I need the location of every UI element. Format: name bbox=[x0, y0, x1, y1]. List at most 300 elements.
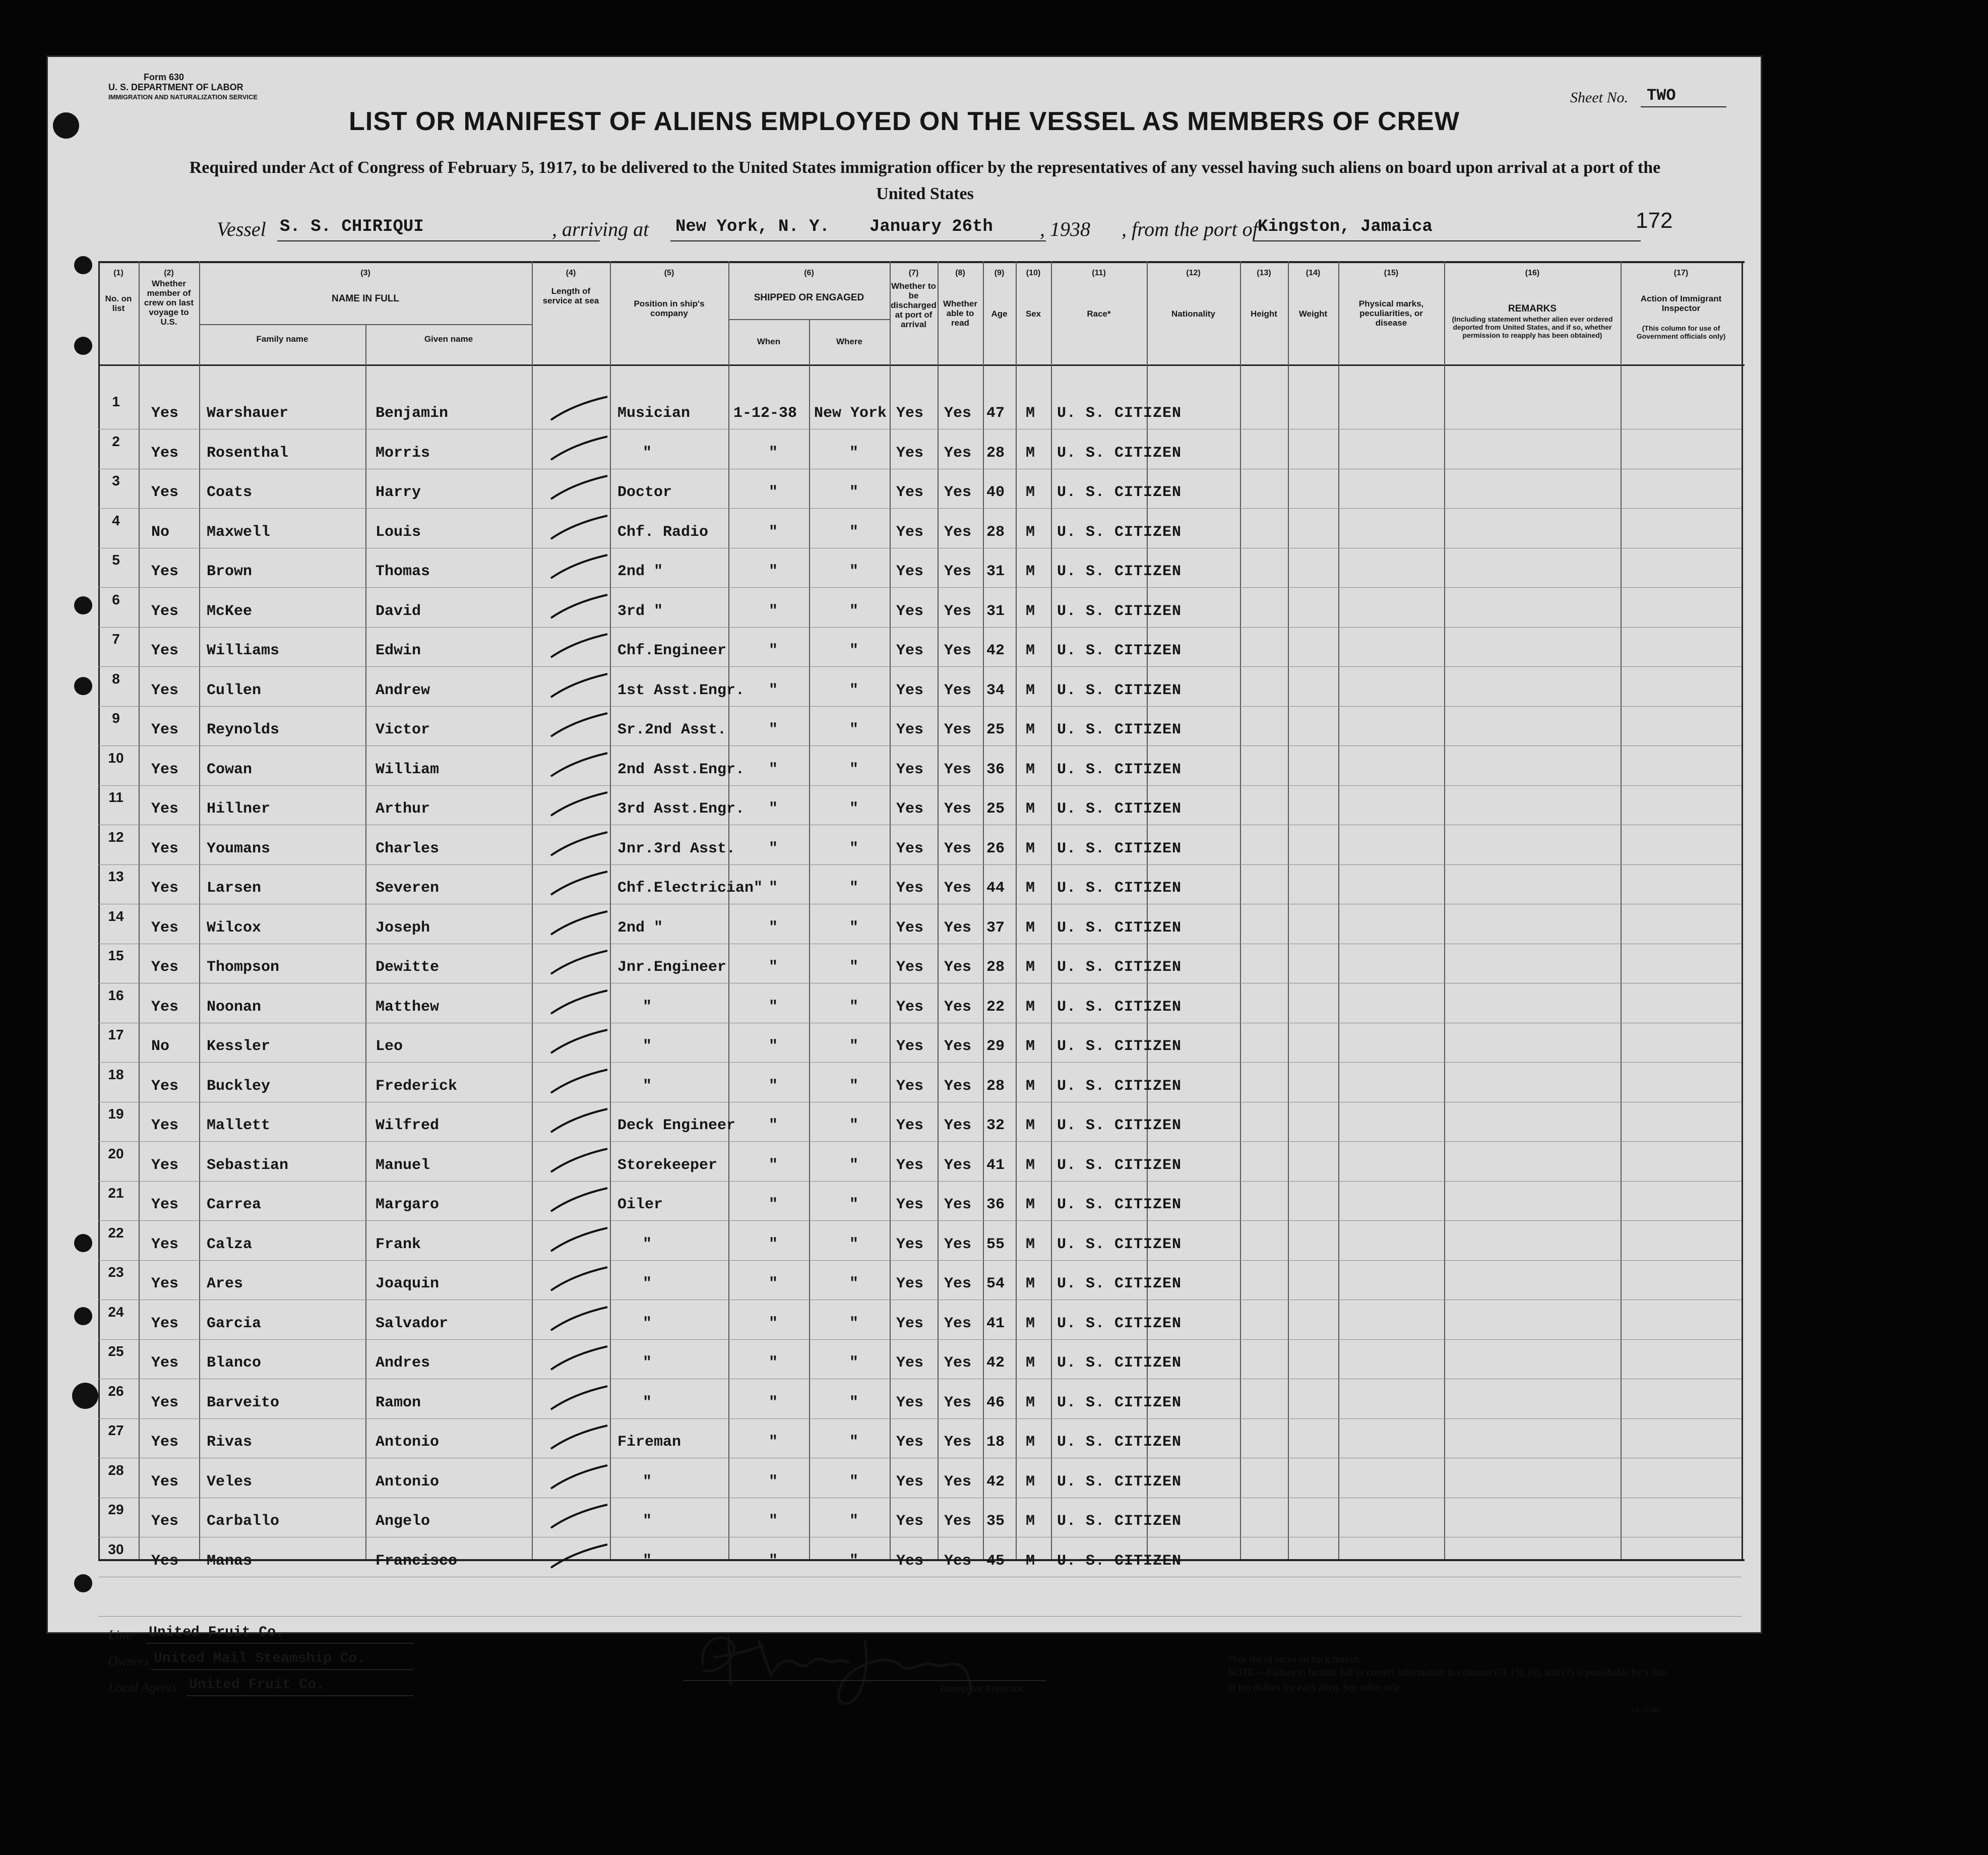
crew-read: Yes bbox=[944, 1078, 972, 1095]
crew-read: Yes bbox=[944, 1236, 972, 1253]
crew-sex: M bbox=[1026, 1473, 1035, 1491]
crew-disch: Yes bbox=[896, 1157, 924, 1174]
crew-no: 12 bbox=[108, 829, 124, 845]
crew-given: Harry bbox=[376, 484, 421, 501]
crew-no: 19 bbox=[108, 1106, 124, 1122]
crew-position: Fireman bbox=[617, 1434, 681, 1451]
owners-value: United Mail Steamship Co. bbox=[154, 1651, 366, 1666]
service-slash-mark bbox=[547, 552, 612, 582]
service-slash-mark bbox=[547, 750, 612, 780]
crew-race: U. S. CITIZEN bbox=[1057, 1117, 1182, 1134]
col10-header: Sex bbox=[1025, 309, 1041, 319]
crew-when: " bbox=[769, 800, 778, 818]
crew-age: 25 bbox=[986, 800, 1005, 818]
crew-given: Leo bbox=[376, 1038, 403, 1055]
crew-disch: Yes bbox=[896, 880, 924, 897]
crew-read: Yes bbox=[944, 603, 972, 620]
crew-sex: M bbox=[1026, 761, 1035, 778]
crew-no: 30 bbox=[108, 1541, 124, 1557]
service-slash-mark bbox=[547, 1541, 612, 1572]
column-rule bbox=[199, 261, 200, 1559]
crew-family: Wilcox bbox=[207, 919, 262, 937]
crew-race: U. S. CITIZEN bbox=[1057, 1275, 1182, 1292]
failure-note: NOTE.—Failure to furnish full or correct information in columns (3), (5), (6), and (7) is punishable by a fine of ten dollars for each alien. See other side. bbox=[1227, 1667, 1667, 1693]
crew-race: U. S. CITIZEN bbox=[1057, 1434, 1182, 1451]
crew-read: Yes bbox=[944, 800, 972, 818]
crew-age: 28 bbox=[986, 1078, 1005, 1095]
crew-read: Yes bbox=[944, 1513, 972, 1530]
crew-age: 41 bbox=[986, 1315, 1005, 1332]
crew-sex: M bbox=[1026, 563, 1035, 580]
service-slash-mark bbox=[547, 869, 612, 899]
crew-given: Ramon bbox=[376, 1394, 421, 1411]
service-slash-mark bbox=[547, 1502, 612, 1532]
crew-disch: Yes bbox=[896, 484, 924, 501]
col7-header: Whether to be discharged at port of arrival bbox=[891, 281, 937, 329]
crew-given: Andrew bbox=[376, 682, 430, 699]
crew-sex: M bbox=[1026, 999, 1035, 1016]
crew-when: " bbox=[769, 484, 778, 501]
service-slash-mark bbox=[547, 1264, 612, 1294]
col3-given-header: Given name bbox=[424, 334, 473, 344]
crew-no: 20 bbox=[108, 1146, 124, 1161]
crew-position: " bbox=[643, 999, 652, 1016]
crew-when: " bbox=[769, 1157, 778, 1174]
arrival-date: January 26th bbox=[869, 217, 993, 236]
crew-family: Brown bbox=[207, 563, 253, 580]
crew-crew: Yes bbox=[151, 1315, 179, 1332]
crew-age: 36 bbox=[986, 1196, 1005, 1213]
crew-where: " bbox=[849, 524, 859, 541]
col15-num: (15) bbox=[1384, 269, 1399, 277]
crew-position: 2nd " bbox=[617, 563, 663, 580]
service-slash-mark bbox=[547, 631, 612, 661]
crew-no: 15 bbox=[108, 948, 124, 963]
crew-sex: M bbox=[1026, 800, 1035, 818]
crew-age: 42 bbox=[986, 1473, 1005, 1491]
col3-family-header: Family name bbox=[256, 334, 308, 344]
crew-family: Cowan bbox=[207, 761, 253, 778]
crew-read: Yes bbox=[944, 840, 972, 857]
crew-where: " bbox=[849, 1236, 859, 1253]
crew-race: U. S. CITIZEN bbox=[1057, 800, 1182, 818]
crew-given: Antonio bbox=[376, 1473, 440, 1491]
crew-given: Morris bbox=[376, 445, 430, 462]
crew-given: Thomas bbox=[376, 563, 430, 580]
col8-num: (8) bbox=[955, 269, 965, 277]
vessel-label: Vessel bbox=[217, 218, 266, 240]
crew-no: 17 bbox=[108, 1027, 124, 1042]
crew-crew: Yes bbox=[151, 959, 179, 976]
crew-given: Matthew bbox=[376, 999, 440, 1016]
crew-position: 1st Asst.Engr. bbox=[617, 682, 745, 699]
crew-given: Louis bbox=[376, 524, 421, 541]
crew-position: Oiler bbox=[617, 1196, 663, 1213]
row-rule bbox=[98, 1260, 1742, 1261]
crew-race: U. S. CITIZEN bbox=[1057, 445, 1182, 462]
col3-num: (3) bbox=[360, 269, 370, 277]
crew-where: " bbox=[849, 1394, 859, 1411]
crew-disch: Yes bbox=[896, 1315, 924, 1332]
crew-given: Frank bbox=[376, 1236, 421, 1253]
crew-position: Chf.Engineer bbox=[617, 642, 727, 659]
crew-given: Dewitte bbox=[376, 959, 440, 976]
crew-family: Thompson bbox=[207, 959, 280, 976]
service-slash-mark bbox=[547, 1423, 612, 1453]
row-rule bbox=[98, 785, 1742, 786]
crew-family: Noonan bbox=[207, 999, 262, 1016]
crew-disch: Yes bbox=[896, 1275, 924, 1292]
crew-disch: Yes bbox=[896, 405, 924, 422]
service-slash-mark bbox=[547, 394, 612, 424]
service-slash-mark bbox=[547, 1343, 612, 1374]
col8-header: Whether able to read bbox=[943, 299, 977, 328]
crew-family: Williams bbox=[207, 642, 280, 659]
row-rule bbox=[98, 1181, 1742, 1182]
crew-race: U. S. CITIZEN bbox=[1057, 642, 1182, 659]
crew-given: Margaro bbox=[376, 1196, 440, 1213]
crew-disch: Yes bbox=[896, 1196, 924, 1213]
crew-age: 42 bbox=[986, 1354, 1005, 1372]
row-rule bbox=[98, 666, 1742, 667]
crew-race: U. S. CITIZEN bbox=[1057, 1157, 1182, 1174]
crew-no: 13 bbox=[108, 869, 124, 884]
crew-position: Jnr.3rd Asst. bbox=[617, 840, 736, 857]
owners-label: Owners bbox=[108, 1654, 149, 1668]
crew-given: Victor bbox=[376, 721, 430, 738]
col2-num: (2) bbox=[164, 269, 174, 277]
crew-family: Carballo bbox=[207, 1513, 280, 1530]
crew-crew: Yes bbox=[151, 642, 179, 659]
crew-race: U. S. CITIZEN bbox=[1057, 880, 1182, 897]
crew-where: " bbox=[849, 800, 859, 818]
row-rule bbox=[98, 1141, 1742, 1142]
col2-header: Whether member of crew on last voyage to U.S. bbox=[144, 279, 194, 327]
crew-no: 27 bbox=[108, 1423, 124, 1438]
col13-num: (13) bbox=[1257, 269, 1271, 277]
crew-sex: M bbox=[1026, 1434, 1035, 1451]
crew-when: " bbox=[769, 524, 778, 541]
crew-crew: Yes bbox=[151, 840, 179, 857]
crew-sex: M bbox=[1026, 1315, 1035, 1332]
crew-position: 3rd Asst.Engr. bbox=[617, 800, 745, 818]
from-port-label: , from the port of bbox=[1122, 218, 1258, 240]
row-rule bbox=[98, 627, 1742, 628]
crew-position: " bbox=[643, 1473, 652, 1491]
row-rule bbox=[98, 587, 1742, 588]
races-note: *See list of races on back hereof. bbox=[1227, 1654, 1361, 1665]
column-rule bbox=[98, 261, 100, 1559]
crew-crew: Yes bbox=[151, 1473, 179, 1491]
crew-family: Youmans bbox=[207, 840, 271, 857]
crew-where: " bbox=[849, 1038, 859, 1055]
crew-sex: M bbox=[1026, 1038, 1035, 1055]
crew-when: " bbox=[769, 919, 778, 937]
crew-sex: M bbox=[1026, 524, 1035, 541]
service-slash-mark bbox=[547, 1383, 612, 1413]
row-rule bbox=[98, 508, 1742, 509]
crew-race: U. S. CITIZEN bbox=[1057, 1513, 1182, 1530]
crew-race: U. S. CITIZEN bbox=[1057, 999, 1182, 1016]
crew-sex: M bbox=[1026, 484, 1035, 501]
crew-family: Mallett bbox=[207, 1117, 271, 1134]
crew-when: " bbox=[769, 1315, 778, 1332]
crew-disch: Yes bbox=[896, 1236, 924, 1253]
crew-race: U. S. CITIZEN bbox=[1057, 1315, 1182, 1332]
crew-when: " bbox=[769, 682, 778, 699]
manifest-subtitle: Required under Act of Congress of February 5, 1917, to be delivered to the United States immigration officer by the representatives of any vessel having such aliens on board upon arrival at a port of the United States bbox=[189, 158, 1661, 203]
service-slash-mark bbox=[547, 1106, 612, 1136]
crew-family: Larsen bbox=[207, 880, 262, 897]
crew-race: U. S. CITIZEN bbox=[1057, 682, 1182, 699]
arrival-year: , 1938 bbox=[1040, 218, 1090, 240]
crew-family: Barveito bbox=[207, 1394, 280, 1411]
crew-when: " bbox=[769, 761, 778, 778]
column-rule bbox=[365, 324, 366, 1559]
col7-num: (7) bbox=[908, 269, 919, 277]
col9-num: (9) bbox=[994, 269, 1005, 277]
service-slash-mark bbox=[547, 1067, 612, 1097]
crew-where: " bbox=[849, 484, 859, 501]
crew-when: " bbox=[769, 999, 778, 1016]
crew-family: Garcia bbox=[207, 1315, 262, 1332]
column-rule bbox=[1621, 261, 1622, 1559]
crew-family: Sebastian bbox=[207, 1157, 289, 1174]
col4-num: (4) bbox=[566, 269, 576, 277]
crew-race: U. S. CITIZEN bbox=[1057, 959, 1182, 976]
crew-where: " bbox=[849, 1196, 859, 1213]
crew-crew: Yes bbox=[151, 1236, 179, 1253]
crew-where: " bbox=[849, 1434, 859, 1451]
crew-age: 41 bbox=[986, 1157, 1005, 1174]
crew-read: Yes bbox=[944, 682, 972, 699]
crew-position: " bbox=[643, 1315, 652, 1332]
column-rule bbox=[1051, 261, 1052, 1559]
row-rule bbox=[98, 1220, 1742, 1221]
column-rule bbox=[1288, 261, 1289, 1559]
crew-crew: Yes bbox=[151, 761, 179, 778]
crew-crew: No bbox=[151, 524, 170, 541]
crew-where: " bbox=[849, 1354, 859, 1372]
line-label: Line bbox=[108, 1628, 132, 1642]
crew-crew: Yes bbox=[151, 999, 179, 1016]
crew-no: 10 bbox=[108, 750, 124, 766]
crew-position: Chf.Electrician" bbox=[617, 880, 763, 897]
crew-crew: Yes bbox=[151, 800, 179, 818]
crew-race: U. S. CITIZEN bbox=[1057, 1473, 1182, 1491]
crew-disch: Yes bbox=[896, 682, 924, 699]
crew-family: Rivas bbox=[207, 1434, 253, 1451]
col1-num: (1) bbox=[113, 269, 123, 277]
crew-given: Joseph bbox=[376, 919, 430, 937]
inspector-signature bbox=[683, 1610, 1016, 1710]
crew-age: 44 bbox=[986, 880, 1005, 897]
crew-read: Yes bbox=[944, 1315, 972, 1332]
service-slash-mark bbox=[547, 473, 612, 503]
crew-family: Coats bbox=[207, 484, 253, 501]
column-rule bbox=[728, 261, 729, 1559]
col1-header: No. on list bbox=[105, 294, 132, 313]
arriving-port: New York, N. Y. bbox=[675, 217, 830, 236]
crew-where: " bbox=[849, 1157, 859, 1174]
crew-no: 6 bbox=[112, 592, 120, 607]
crew-age: 35 bbox=[986, 1513, 1005, 1530]
crew-position: Storekeeper bbox=[617, 1157, 718, 1174]
crew-disch: Yes bbox=[896, 445, 924, 462]
manifest-title: LIST OR MANIFEST OF ALIENS EMPLOYED ON THE VESSEL AS MEMBERS OF CREW bbox=[349, 107, 1460, 136]
crew-when: " bbox=[769, 1354, 778, 1372]
crew-position: " bbox=[643, 1078, 652, 1095]
crew-sex: M bbox=[1026, 1117, 1035, 1134]
crew-where: " bbox=[849, 721, 859, 738]
crew-where: " bbox=[849, 1553, 859, 1570]
crew-crew: Yes bbox=[151, 1513, 179, 1530]
crew-race: U. S. CITIZEN bbox=[1057, 524, 1182, 541]
crew-sex: M bbox=[1026, 682, 1035, 699]
crew-sex: M bbox=[1026, 1513, 1035, 1530]
crew-no: 9 bbox=[112, 710, 120, 726]
crew-read: Yes bbox=[944, 1038, 972, 1055]
crew-crew: Yes bbox=[151, 1275, 179, 1292]
crew-age: 34 bbox=[986, 682, 1005, 699]
crew-no: 29 bbox=[108, 1502, 124, 1517]
col14-header: Weight bbox=[1298, 309, 1328, 319]
service-slash-mark bbox=[547, 671, 612, 701]
service-slash-mark bbox=[547, 710, 612, 740]
crew-given: Frederick bbox=[376, 1078, 458, 1095]
crew-race: U. S. CITIZEN bbox=[1057, 484, 1182, 501]
crew-race: U. S. CITIZEN bbox=[1057, 603, 1182, 620]
crew-when: " bbox=[769, 1038, 778, 1055]
crew-race: U. S. CITIZEN bbox=[1057, 1038, 1182, 1055]
column-rule bbox=[1444, 261, 1445, 1559]
crew-crew: Yes bbox=[151, 1394, 179, 1411]
crew-family: Ares bbox=[207, 1275, 243, 1292]
crew-read: Yes bbox=[944, 524, 972, 541]
crew-read: Yes bbox=[944, 1394, 972, 1411]
crew-no: 23 bbox=[108, 1264, 124, 1280]
crew-age: 28 bbox=[986, 959, 1005, 976]
crew-where: " bbox=[849, 761, 859, 778]
column-rule bbox=[1338, 261, 1339, 1559]
crew-no: 7 bbox=[112, 631, 120, 647]
crew-read: Yes bbox=[944, 999, 972, 1016]
col6-where-header: Where bbox=[836, 337, 862, 346]
crew-crew: Yes bbox=[151, 405, 179, 422]
crew-given: Benjamin bbox=[376, 405, 449, 422]
crew-read: Yes bbox=[944, 1354, 972, 1372]
from-port: Kingston, Jamaica bbox=[1258, 217, 1433, 236]
crew-position: " bbox=[643, 1038, 652, 1055]
crew-age: 46 bbox=[986, 1394, 1005, 1411]
crew-where: " bbox=[849, 880, 859, 897]
sheet-number-value: TWO bbox=[1647, 86, 1676, 105]
column-rule bbox=[938, 261, 939, 1559]
service-label: IMMIGRATION AND NATURALIZATION SERVICE bbox=[108, 93, 258, 101]
crew-age: 37 bbox=[986, 919, 1005, 937]
crew-where: " bbox=[849, 1275, 859, 1292]
crew-position: Jnr.Engineer bbox=[617, 959, 727, 976]
column-rule bbox=[809, 319, 810, 1559]
crew-given: Francisco bbox=[376, 1553, 458, 1570]
inspector-label: Immigrant Inspector. bbox=[940, 1683, 1025, 1694]
crew-given: Edwin bbox=[376, 642, 421, 659]
col6-when-header: When bbox=[757, 337, 781, 346]
crew-race: U. S. CITIZEN bbox=[1057, 563, 1182, 580]
crew-race: U. S. CITIZEN bbox=[1057, 1553, 1182, 1570]
crew-where: " bbox=[849, 999, 859, 1016]
crew-race: U. S. CITIZEN bbox=[1057, 1196, 1182, 1213]
punch-hole bbox=[74, 337, 92, 355]
crew-when: " bbox=[769, 1196, 778, 1213]
crew-race: U. S. CITIZEN bbox=[1057, 721, 1182, 738]
crew-crew: Yes bbox=[151, 682, 179, 699]
crew-when: " bbox=[769, 1434, 778, 1451]
crew-family: Hillner bbox=[207, 800, 271, 818]
crew-when: " bbox=[769, 1513, 778, 1530]
col6-header: SHIPPED OR ENGAGED bbox=[754, 292, 864, 303]
crew-race: U. S. CITIZEN bbox=[1057, 761, 1182, 778]
crew-family: Calza bbox=[207, 1236, 253, 1253]
crew-when: " bbox=[769, 1275, 778, 1292]
crew-sex: M bbox=[1026, 1236, 1035, 1253]
manifest-sheet bbox=[46, 55, 1762, 1714]
crew-age: 32 bbox=[986, 1117, 1005, 1134]
crew-position: Chf. Radio bbox=[617, 524, 709, 541]
crew-where: " bbox=[849, 959, 859, 976]
col16-header: REMARKS bbox=[1508, 303, 1557, 314]
crew-sex: M bbox=[1026, 405, 1035, 422]
service-slash-mark bbox=[547, 789, 612, 820]
col3-header: NAME IN FULL bbox=[331, 293, 400, 304]
crew-disch: Yes bbox=[896, 524, 924, 541]
crew-race: U. S. CITIZEN bbox=[1057, 1354, 1182, 1372]
crew-race: U. S. CITIZEN bbox=[1057, 1078, 1182, 1095]
crew-family: Maxwell bbox=[207, 524, 271, 541]
crew-when: " bbox=[769, 1117, 778, 1134]
row-rule bbox=[98, 1418, 1742, 1419]
crew-position: " bbox=[643, 1553, 652, 1570]
crew-read: Yes bbox=[944, 761, 972, 778]
crew-position: " bbox=[643, 1275, 652, 1292]
crew-position: 2nd Asst.Engr. bbox=[617, 761, 745, 778]
crew-age: 18 bbox=[986, 1434, 1005, 1451]
crew-crew: Yes bbox=[151, 1553, 179, 1570]
crew-disch: Yes bbox=[896, 1473, 924, 1491]
crew-read: Yes bbox=[944, 1157, 972, 1174]
crew-read: Yes bbox=[944, 721, 972, 738]
column-rule bbox=[139, 261, 140, 1559]
col12-num: (12) bbox=[1186, 269, 1201, 277]
crew-no: 1 bbox=[112, 394, 120, 409]
crew-given: Angelo bbox=[376, 1513, 430, 1530]
crew-position: " bbox=[643, 1394, 652, 1411]
crew-no: 14 bbox=[108, 908, 124, 924]
crew-sex: M bbox=[1026, 959, 1035, 976]
crew-age: 45 bbox=[986, 1553, 1005, 1570]
col5-num: (5) bbox=[664, 269, 674, 277]
crew-read: Yes bbox=[944, 919, 972, 937]
service-slash-mark bbox=[547, 987, 612, 1018]
crew-no: 26 bbox=[108, 1383, 124, 1399]
crew-when: " bbox=[769, 445, 778, 462]
crew-sex: M bbox=[1026, 840, 1035, 857]
service-slash-mark bbox=[547, 1146, 612, 1176]
crew-position: Doctor bbox=[617, 484, 672, 501]
crew-age: 42 bbox=[986, 642, 1005, 659]
crew-sex: M bbox=[1026, 642, 1035, 659]
col9-header: Age bbox=[991, 309, 1008, 319]
